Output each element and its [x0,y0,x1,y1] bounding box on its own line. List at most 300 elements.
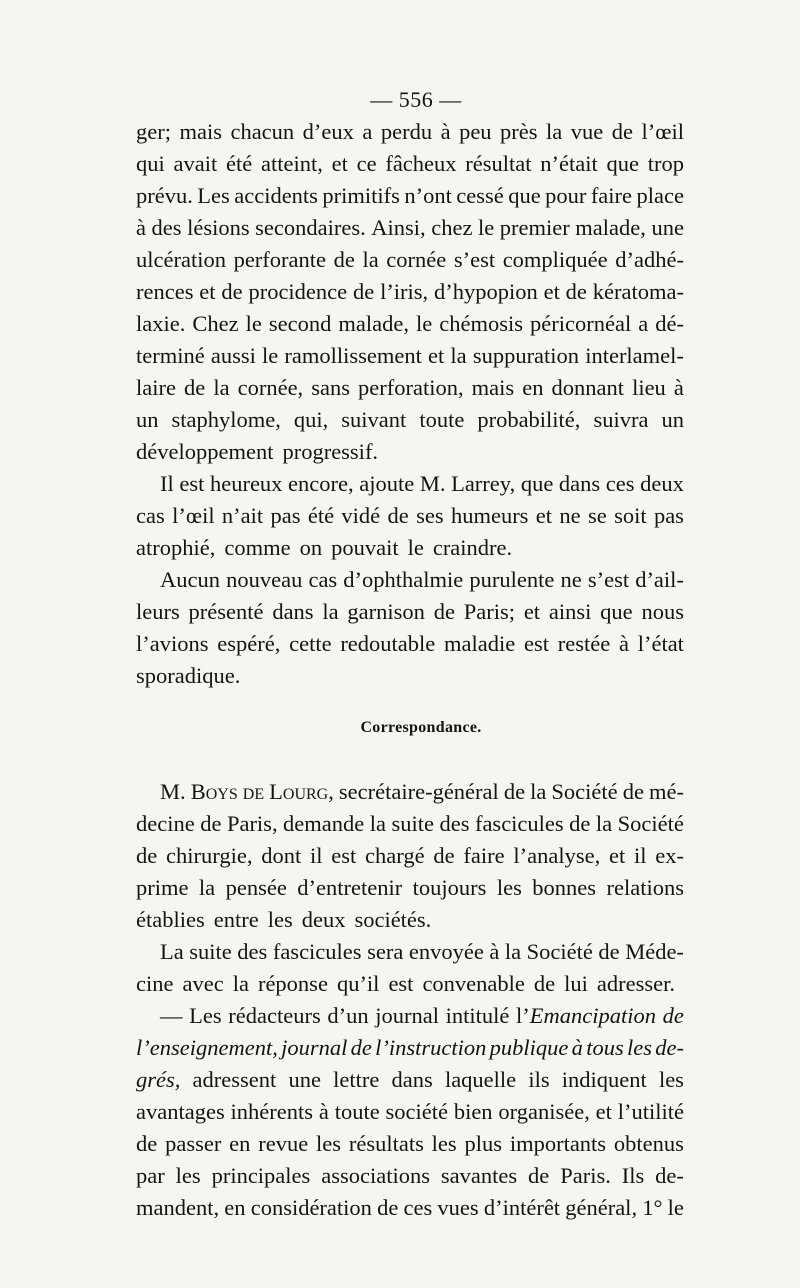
word: La [160,939,184,964]
word: chémosis [439,311,524,336]
word: le [262,343,279,368]
word: de [333,247,355,272]
word: l’iris, [380,279,429,304]
word: donnant [551,375,625,400]
word: perforation, [358,375,464,400]
word: atrophié, [136,535,216,560]
word: le [667,1195,684,1220]
word: Il [160,471,174,496]
word: laquelle [444,1067,517,1092]
word: été [226,151,253,176]
word: à [489,939,500,964]
text-line [136,564,684,596]
word: peu [459,119,492,144]
word: procidence [248,279,348,304]
word: de [200,811,222,836]
word: que [606,151,639,176]
word: Société [551,779,618,804]
word: secondaires. [255,215,366,240]
word: Paris. [560,1163,611,1188]
word: Boys [190,779,238,804]
word: dont [261,843,302,868]
word: fâcheux [385,151,457,176]
word: heureux [209,471,283,496]
word: dans [558,471,601,496]
word: n’était [540,151,598,176]
word: de [503,779,526,804]
word: à [136,215,146,240]
text-line [136,116,684,148]
word: la [322,599,339,624]
word: a [362,119,373,144]
word: Aucun [160,567,220,592]
word: sporadique. [136,663,241,688]
word: lésions [187,215,250,240]
word: bien [453,1099,493,1124]
word: ne [560,567,582,592]
word: Méde- [625,939,684,964]
word: Les [189,1003,222,1028]
word: rences [136,279,194,304]
text-line [136,628,684,660]
word: de [433,843,455,868]
word: dans [272,599,314,624]
text-line [136,308,684,340]
word: fascicules [272,939,362,964]
word: vidé [341,503,381,528]
word: laire [136,375,176,400]
word: résultats [348,1131,424,1156]
word: importants [509,1131,607,1156]
word: à [571,1035,583,1060]
word: atteint, [260,151,323,176]
word: ramollissement [284,343,422,368]
word: perdu [380,119,433,144]
word: vue [570,119,604,144]
word: il [633,843,647,868]
word: la [198,875,216,900]
word: la [595,811,613,836]
text-line [136,1096,684,1128]
word: progressif. [282,439,379,464]
text-line [136,404,684,436]
text-line [136,872,684,904]
text-line [136,180,684,212]
word: organisée, [498,1099,590,1124]
word: le [416,311,433,336]
word: Lourg, [269,779,334,804]
word: des [151,215,182,240]
word: mais [179,119,222,144]
word: prévu. [136,183,193,208]
word: cas [136,503,165,528]
word: pensée [225,875,287,900]
word: suivant [341,407,407,432]
word: tous [586,1035,624,1060]
word: par [136,1163,165,1188]
word: ne [559,503,581,528]
word: d’eux [302,119,354,144]
word: demande [283,811,365,836]
word: qu’il [336,971,380,996]
word: s’est [587,567,630,592]
word: qui [136,151,165,176]
word: de [533,971,556,996]
text-line [136,340,684,372]
word: inhérents [230,1099,314,1124]
word: bonnes [532,875,597,900]
word: à [673,375,684,400]
word: perforante [233,247,327,272]
word: cas [308,567,338,592]
word: les [626,1035,652,1060]
text-line [136,968,684,1000]
word: péricornéal [530,311,632,336]
word: craindre. [432,535,513,560]
text-line [136,840,684,872]
word: et [595,1099,612,1124]
word: de [242,779,265,804]
word: pas [270,503,301,528]
word: avec [182,971,224,996]
word: ces [605,471,635,496]
word: de- [655,1163,684,1188]
word: chacun [230,119,295,144]
word: est [331,843,357,868]
word: de [136,843,158,868]
text-line [136,1032,684,1064]
word: aussi [210,343,256,368]
word: la [546,119,563,144]
word: à [318,1099,329,1124]
word: Larrey, [451,471,516,496]
word: en [224,1195,246,1220]
word: de [662,1003,684,1028]
spacer [136,742,684,776]
word: leurs [136,599,180,624]
word: ses [416,503,444,528]
word: des [237,939,268,964]
word: de [611,119,633,144]
word: de [184,375,206,400]
word: l’analyse, [513,843,601,868]
text-line [136,936,684,968]
word: les [658,1067,684,1092]
page-number: — 556 — [370,87,462,112]
word: de [565,279,587,304]
word: chez [431,215,473,240]
word: et [199,279,216,304]
word: l’œil [641,119,684,144]
word: d’un [327,1003,369,1028]
word: lui [564,971,588,996]
word: adresser. [596,971,675,996]
word: Société [617,811,684,836]
word: Société [526,939,593,964]
word: d’entretenir [297,875,403,900]
word: faire [463,843,505,868]
word: mais [471,375,515,400]
word: sans [311,375,350,400]
text-line [136,1192,684,1224]
word: on [299,535,323,560]
word: le [407,535,424,560]
word: de [528,1163,550,1188]
word: les [316,1131,342,1156]
word: d’ophthalmie [343,567,464,592]
word: la [232,971,249,996]
word: Ils [621,1163,645,1188]
text-block-ophthalmia [136,116,684,692]
text-line [136,1160,684,1192]
word: associations [321,1163,430,1188]
word: — [160,1003,183,1028]
word: staphylome, [171,407,281,432]
word: de [352,279,375,304]
word: compliquée [502,247,608,272]
word: en [229,1131,251,1156]
word: comme [224,535,291,560]
text-line [136,372,684,404]
word: principales [211,1163,311,1188]
word: chargé [365,843,425,868]
word: malade, [338,311,409,336]
word: pouvait [331,535,399,560]
word: présenté [188,599,264,624]
word: publique [489,1035,569,1060]
text-line [136,660,684,692]
word: Paris, [226,811,278,836]
word: des [439,811,470,836]
word: que [520,471,554,496]
word: suivra [593,407,649,432]
word: fascicules [474,811,564,836]
word: adressent [192,1067,277,1092]
word: Paris; [463,599,516,624]
word: s’est [453,247,496,272]
text-line [136,1000,684,1032]
word: Ainsi, [371,215,426,240]
word: de [221,279,243,304]
word: est [388,971,414,996]
word: intitulé [445,1003,510,1028]
word: mandent, [136,1195,220,1220]
word: suite [189,939,232,964]
word: plus [464,1131,502,1156]
word: probabilité, [477,407,581,432]
word: n’ait [221,503,264,528]
word: avait [173,151,218,176]
word: sociétés. [354,907,432,932]
word: de [136,1131,158,1156]
word: de [350,1035,372,1060]
word: avantages [136,1099,225,1124]
spacer [136,692,684,714]
word: ajoute [359,471,415,496]
word: redoutable [340,631,436,656]
text-line [136,1128,684,1160]
word: une [288,1067,321,1092]
word: l’œil [172,503,215,528]
word: de [387,503,409,528]
word: interlamel- [585,343,684,368]
word: de [377,1195,399,1220]
text-line [136,596,684,628]
word: nouveau [226,567,303,592]
text-line [136,904,684,936]
text-block-correspondance [136,776,684,1224]
word: pas [653,503,684,528]
word: espéré, [217,631,281,656]
word: que [508,183,541,208]
word: la [530,779,547,804]
text-line [136,244,684,276]
word: kératoma- [592,279,684,304]
word: ce [356,151,377,176]
word: été [307,503,335,528]
word: deux [301,907,346,932]
word: vues [437,1195,479,1220]
word: est [524,631,549,656]
word: restée [557,631,611,656]
word: n’ont [404,183,452,208]
text-line [136,212,684,244]
word: M. [419,471,446,496]
text-line [136,276,684,308]
word: près [500,119,538,144]
word: toujours [412,875,487,900]
word: Chez [192,311,239,336]
word: second [268,311,332,336]
word: l’enseignement, [136,1035,278,1060]
word: soit [614,503,647,528]
word: obtenus [613,1131,684,1156]
word: place [636,183,684,208]
word: savantes [440,1163,518,1188]
word: les [431,1131,457,1156]
word: mé- [649,779,684,804]
word: lieu [632,375,666,400]
text-line [136,1064,684,1096]
word: établies [136,907,205,932]
word: accidents [234,183,318,208]
text-line [136,436,684,468]
word: une [651,215,684,240]
text-line [136,500,684,532]
word: cette [289,631,332,656]
word: a [638,311,649,336]
word: ex- [655,843,684,868]
word: considération [250,1195,372,1220]
word: d’ail- [635,567,684,592]
word: nous [641,599,684,624]
word: et [428,343,445,368]
text-line [136,776,684,808]
word: Les [197,183,230,208]
word: cessé [456,183,504,208]
word: terminé [136,343,205,368]
word: et [535,503,553,528]
word: réponse [257,971,328,996]
word: développement [136,439,274,464]
word: de [622,779,644,804]
word: maladie [444,631,516,656]
word: et [331,151,348,176]
word: d’adhé- [615,247,684,272]
word: faire [590,183,633,208]
word: laxie. [136,311,186,336]
word: grés, [136,1067,181,1092]
word: suppuration [472,343,580,368]
word: et [523,599,541,624]
word: sera [367,939,404,964]
word: journal [375,1003,439,1028]
word: trop [647,151,684,176]
word: la [450,343,467,368]
word: société [385,1099,448,1124]
word: ces [403,1195,433,1220]
word: indiquent [561,1067,647,1092]
word: l’état [637,631,684,656]
word: un [136,407,159,432]
word: les [175,1163,201,1188]
word: rédacteurs [228,1003,321,1028]
word: cornée [386,247,447,272]
word: et [608,843,626,868]
word: l’Emancipation [516,1003,657,1028]
word: général, [565,1195,638,1220]
word: secrétaire-général [338,779,499,804]
word: est [179,471,205,496]
word: le [477,215,495,240]
word: garnison [347,599,425,624]
word: la [362,247,379,272]
word: l’avions [136,631,209,656]
word: 1° [642,1195,663,1220]
word: toute [334,1099,380,1124]
word: encore, [288,471,354,496]
word: passer [165,1131,222,1156]
word: un [661,407,684,432]
book-page [136,86,684,1224]
word: revue [258,1131,309,1156]
word: toute [419,407,465,432]
word: résultat [465,151,532,176]
word: de [598,939,620,964]
word: cine [136,971,174,996]
word: la [504,939,522,964]
word: d’hypopion [434,279,538,304]
word: d’intérêt [483,1195,561,1220]
word: deux [640,471,684,496]
word: ulcération [136,247,226,272]
word: dans [391,1067,433,1092]
word: l’instruction [375,1035,487,1060]
word: prime [136,875,189,900]
word: de [433,599,455,624]
word: à [618,631,629,656]
word: convenable [422,971,525,996]
word: ger; [136,119,171,144]
word: il [310,843,323,868]
word: lettre [333,1067,380,1092]
word: ainsi [548,599,592,624]
word: humeurs [450,503,529,528]
word: à [440,119,451,144]
word: l’utilité [617,1099,684,1124]
word: M. [160,779,186,804]
word: malade, [575,215,646,240]
